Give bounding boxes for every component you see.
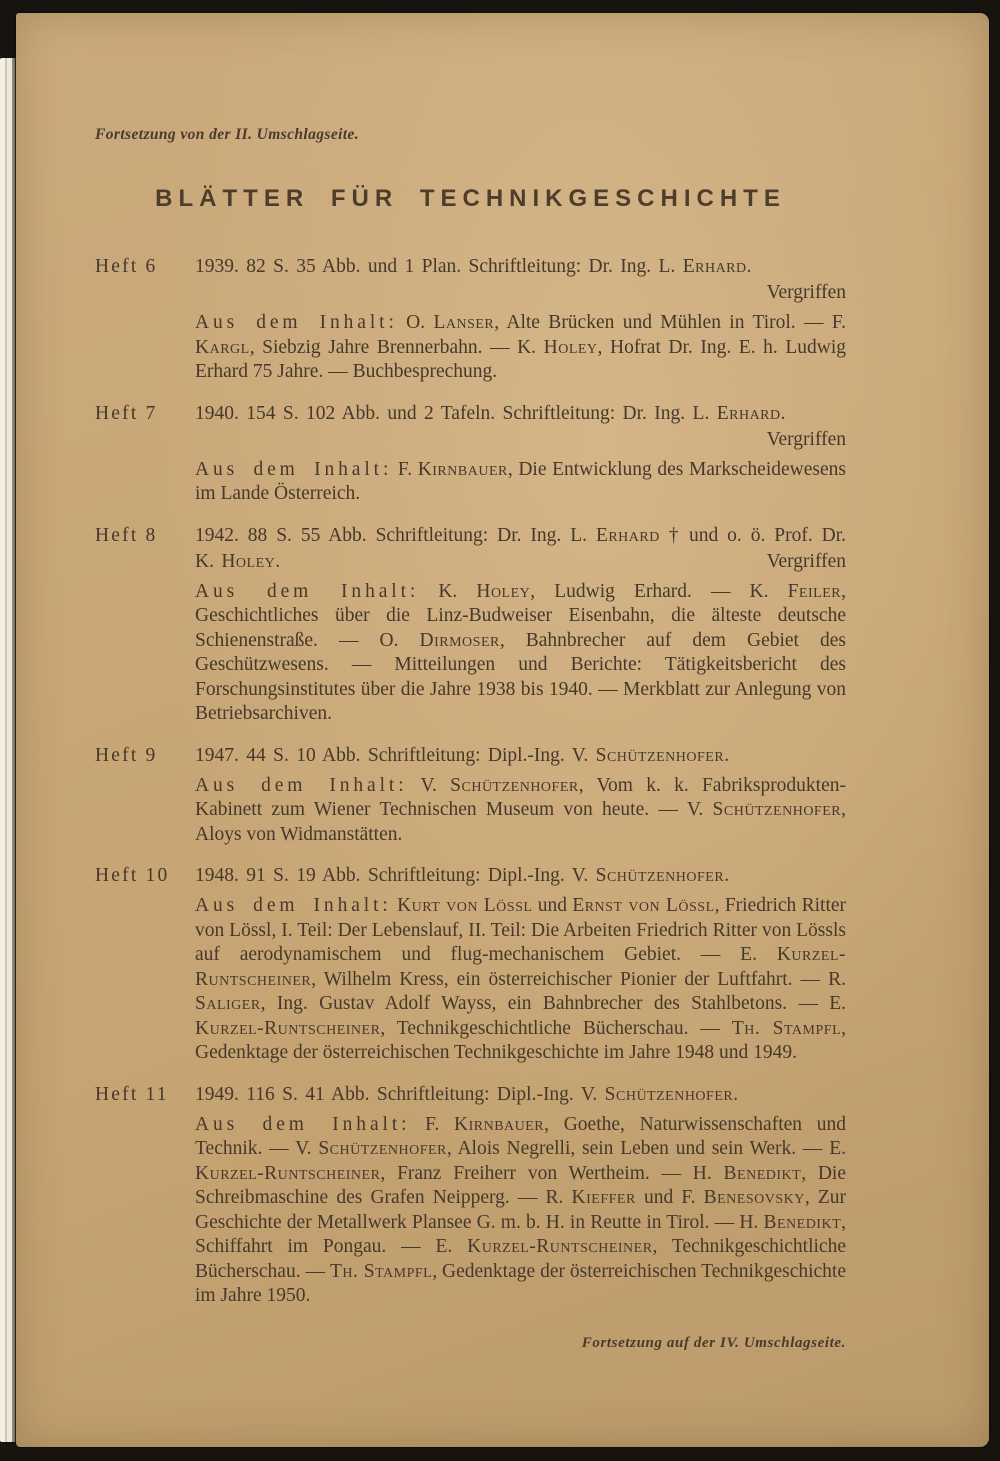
person-name: Kurzel-Runtscheiner [467, 1236, 653, 1257]
issue-label: Heft 8 [95, 524, 158, 546]
issue-contents [195, 311, 846, 385]
text-segment: F. [410, 1113, 454, 1135]
person-name: Th. Stampfl [731, 1017, 842, 1039]
text-segment: 1948. 91 S. 19 Abb. Schriftleitung: Dipl.-Ing. V. [195, 865, 596, 886]
text-segment: . [724, 744, 730, 766]
text-segment: . [733, 1083, 739, 1105]
issue-body [195, 743, 846, 848]
text-segment: . [746, 256, 752, 277]
text-segment: und F. [635, 1187, 704, 1208]
text-segment: 1947. 44 S. 10 Abb. Schriftleitung: Dipl.-Ing. V. [195, 744, 596, 766]
text-segment: , Vom k. k. Fabriksprodukten-Kabinett zum Wiener Technischen Museum von heute. — V. [195, 774, 846, 820]
text-segment: Aus dem Inhalt: [195, 580, 420, 602]
text-segment: Aus dem Inhalt: [195, 895, 392, 916]
issue-entry [95, 401, 846, 507]
text-segment: , Goethe, Naturwissenschaften und Technik. — V. [195, 1113, 846, 1159]
text-segment: , Gedenktage der österreichischen Technikgeschichte im Jahre 1950. [195, 1260, 846, 1306]
text-segment: , Ing. Gustav Adolf Wayss, ein Bahnbrecher des Stahlbetons. — E. [260, 993, 846, 1014]
text-segment: , Siebzig Jahre Brennerbahn. — K. [249, 336, 544, 358]
issue-label: Heft 11 [95, 1083, 169, 1105]
person-name: Holey [543, 336, 598, 358]
issue-headline [195, 401, 846, 453]
text-segment: . [275, 550, 281, 572]
person-name: Lanser [433, 312, 495, 333]
text-segment: , Alte Brücken und Mühlen in Tirol. — F. [494, 312, 846, 333]
person-name: Holey [221, 550, 276, 572]
person-name: Dirmoser [419, 629, 500, 651]
issue-entry [95, 254, 846, 385]
person-name: Holey [476, 580, 531, 602]
issue-body [195, 1082, 846, 1309]
book-page [16, 13, 989, 1447]
issue-label: Heft 7 [95, 402, 158, 424]
issue-label: Heft 9 [95, 744, 158, 766]
issue-headline-text [195, 256, 752, 277]
issue-entry [95, 523, 846, 727]
text-segment: , Aloys von Widmanstätten. [195, 799, 846, 845]
person-name: Kieffer [571, 1187, 636, 1208]
book-page-edges [0, 58, 17, 1442]
text-segment: , Technikgeschichtliche Bücherschau. — [380, 1017, 732, 1039]
issue-entry [95, 743, 846, 848]
text-segment: und [532, 895, 573, 916]
issue-entry [95, 863, 846, 1066]
text-segment: , Gedenktage der österreichischen Technikgeschichte im Jahre 1948 und 1949. [195, 1017, 846, 1063]
text-segment: , Ludwig Erhard. — K. [530, 580, 788, 602]
text-segment: O. [397, 312, 434, 333]
text-segment: † und o. ö. Prof. Dr. K. [195, 524, 846, 572]
text-segment: , Franz Freiherr von Wertheim. — H. [380, 1162, 724, 1184]
out-of-print-badge: Vergriffen [766, 428, 846, 450]
text-segment: , Alois Negrelli, sein Leben und sein Werk. — E. [446, 1138, 846, 1159]
text-segment: . [780, 402, 786, 424]
issue-headline [195, 1082, 846, 1108]
issue-body [195, 863, 846, 1066]
person-name: Benedikt [763, 1211, 842, 1233]
text-segment: , Friedrich Ritter von Lössl, I. Teil: Der Lebenslauf, II. Teil: Die Arbeiten Friedrich Ritter von Lössls auf aerodynamischem und flug-mechanischem Gebiet. — E. [195, 895, 847, 965]
issue-label: Heft 10 [95, 865, 170, 886]
person-name: Th. Stampfl [329, 1260, 433, 1282]
person-name: Kurzel-Runtscheiner [195, 1017, 381, 1039]
issue-headline [195, 523, 846, 575]
issue-contents [195, 458, 846, 507]
issue-headline-text [195, 403, 786, 424]
person-name: Kurzel-Runtscheiner [195, 944, 846, 990]
issue-body [195, 523, 846, 727]
person-name: Schützenhofer [450, 774, 579, 796]
text-segment: , Die Entwicklung des Markscheidewesens im Lande Österreich. [195, 458, 846, 504]
issue-headline-text [195, 865, 729, 886]
person-name: Feiler [787, 580, 842, 602]
issue-headline-text [195, 1084, 738, 1105]
person-name: Schützenhofer [318, 1138, 447, 1159]
issue-entry [95, 1082, 846, 1309]
text-segment: . [724, 865, 730, 886]
out-of-print-badge: Vergriffen [766, 282, 846, 303]
text-segment: 1949. 116 S. 41 Abb. Schriftleitung: Dipl.-Ing. V. [195, 1083, 605, 1105]
text-segment: K. [419, 580, 477, 602]
issue-contents [195, 894, 846, 1066]
text-segment: , Die Schreibmaschine des Grafen Neipperg. — R. [195, 1162, 846, 1208]
text-segment: Aus dem Inhalt: [195, 312, 398, 333]
person-name: Benesovsky [703, 1187, 805, 1208]
issue-list [95, 254, 846, 1309]
continuation-note-bottom: Fortsetzung auf der IV. Umschlagseite. [581, 1334, 846, 1351]
text-segment: Aus dem Inhalt: [195, 1113, 411, 1135]
person-name: Kurzel-Runtscheiner [195, 1162, 381, 1184]
text-segment: , Geschichtliches über die Linz-Budweiser Eisenbahn, die älteste deutsche Schienenstraße. — O. [195, 580, 846, 651]
person-name: Kargl [195, 336, 250, 358]
out-of-print-badge: Vergriffen [766, 550, 846, 572]
issue-headline-text [195, 745, 729, 766]
person-name: Kurt von Lössl [397, 895, 533, 916]
text-segment: 1940. 154 S. 102 Abb. und 2 Tafeln. Schriftleitung: Dr. Ing. L. [195, 402, 717, 424]
page-title: BLÄTTER FÜR TECHNIKGESCHICHTE [155, 185, 786, 212]
person-name: Schützenhofer [604, 1083, 734, 1105]
text-segment: V. [407, 774, 451, 796]
person-name: Benedikt [723, 1162, 802, 1184]
person-name: Schützenhofer [595, 744, 725, 766]
text-segment: , Zur Geschichte der Metallwerk Plansee G. m. b. H. in Reutte in Tirol. — H. [195, 1187, 846, 1233]
person-name: Ernst von Lössl [572, 895, 715, 916]
issue-headline-text [195, 525, 846, 572]
person-name: Kirnbauer [454, 1113, 545, 1135]
text-segment: , Wilhelm Kress, ein österreichischer Pionier der Luftfahrt. — R. [311, 968, 846, 990]
issue-body [195, 254, 846, 385]
person-name: Erhard [716, 402, 781, 424]
continuation-note-top: Fortsetzung von der II. Umschlagseite. [95, 126, 360, 143]
text-segment: 1939. 82 S. 35 Abb. und 1 Plan. Schriftleitung: Dr. Ing. L. [195, 256, 683, 277]
person-name: Erhard [595, 524, 660, 546]
text-segment: , Schiffahrt im Pongau. — E. [195, 1211, 846, 1257]
text-segment: 1942. 88 S. 55 Abb. Schriftleitung: Dr. Ing. L. [195, 524, 596, 546]
issue-headline [195, 254, 846, 306]
issue-contents [195, 774, 846, 848]
issue-headline [195, 743, 846, 769]
person-name: Saliger [195, 993, 261, 1014]
person-name: Schützenhofer [712, 799, 842, 820]
issue-headline [195, 863, 846, 889]
person-name: Kirnbauer [417, 458, 508, 480]
text-segment: Aus dem Inhalt: [195, 458, 393, 480]
person-name: Schützenhofer [595, 865, 725, 886]
text-segment: , Hofrat Dr. Ing. E. h. Ludwig Erhard 75 Jahre. — Buchbesprechung. [195, 336, 846, 382]
issue-body [195, 401, 846, 507]
text-segment: Aus dem Inhalt: [195, 774, 408, 796]
issue-label: Heft 6 [95, 256, 158, 277]
page-content [95, 125, 846, 1353]
issue-contents [195, 580, 846, 727]
person-name: Erhard [682, 256, 747, 277]
text-segment: F. [392, 458, 418, 480]
issue-contents [195, 1113, 846, 1309]
text-segment: , Technikgeschichtliche Bücherschau. — [195, 1236, 846, 1282]
text-segment: , Bahnbrecher auf dem Gebiet des Geschützwesens. — Mitteilungen und Berichte: Tätigkeitsbericht des Forschungsinstitutes über die Jahre 1938 bis 1940. — Merkblatt zur Anlegung von Betriebsarchiven. [195, 629, 846, 724]
